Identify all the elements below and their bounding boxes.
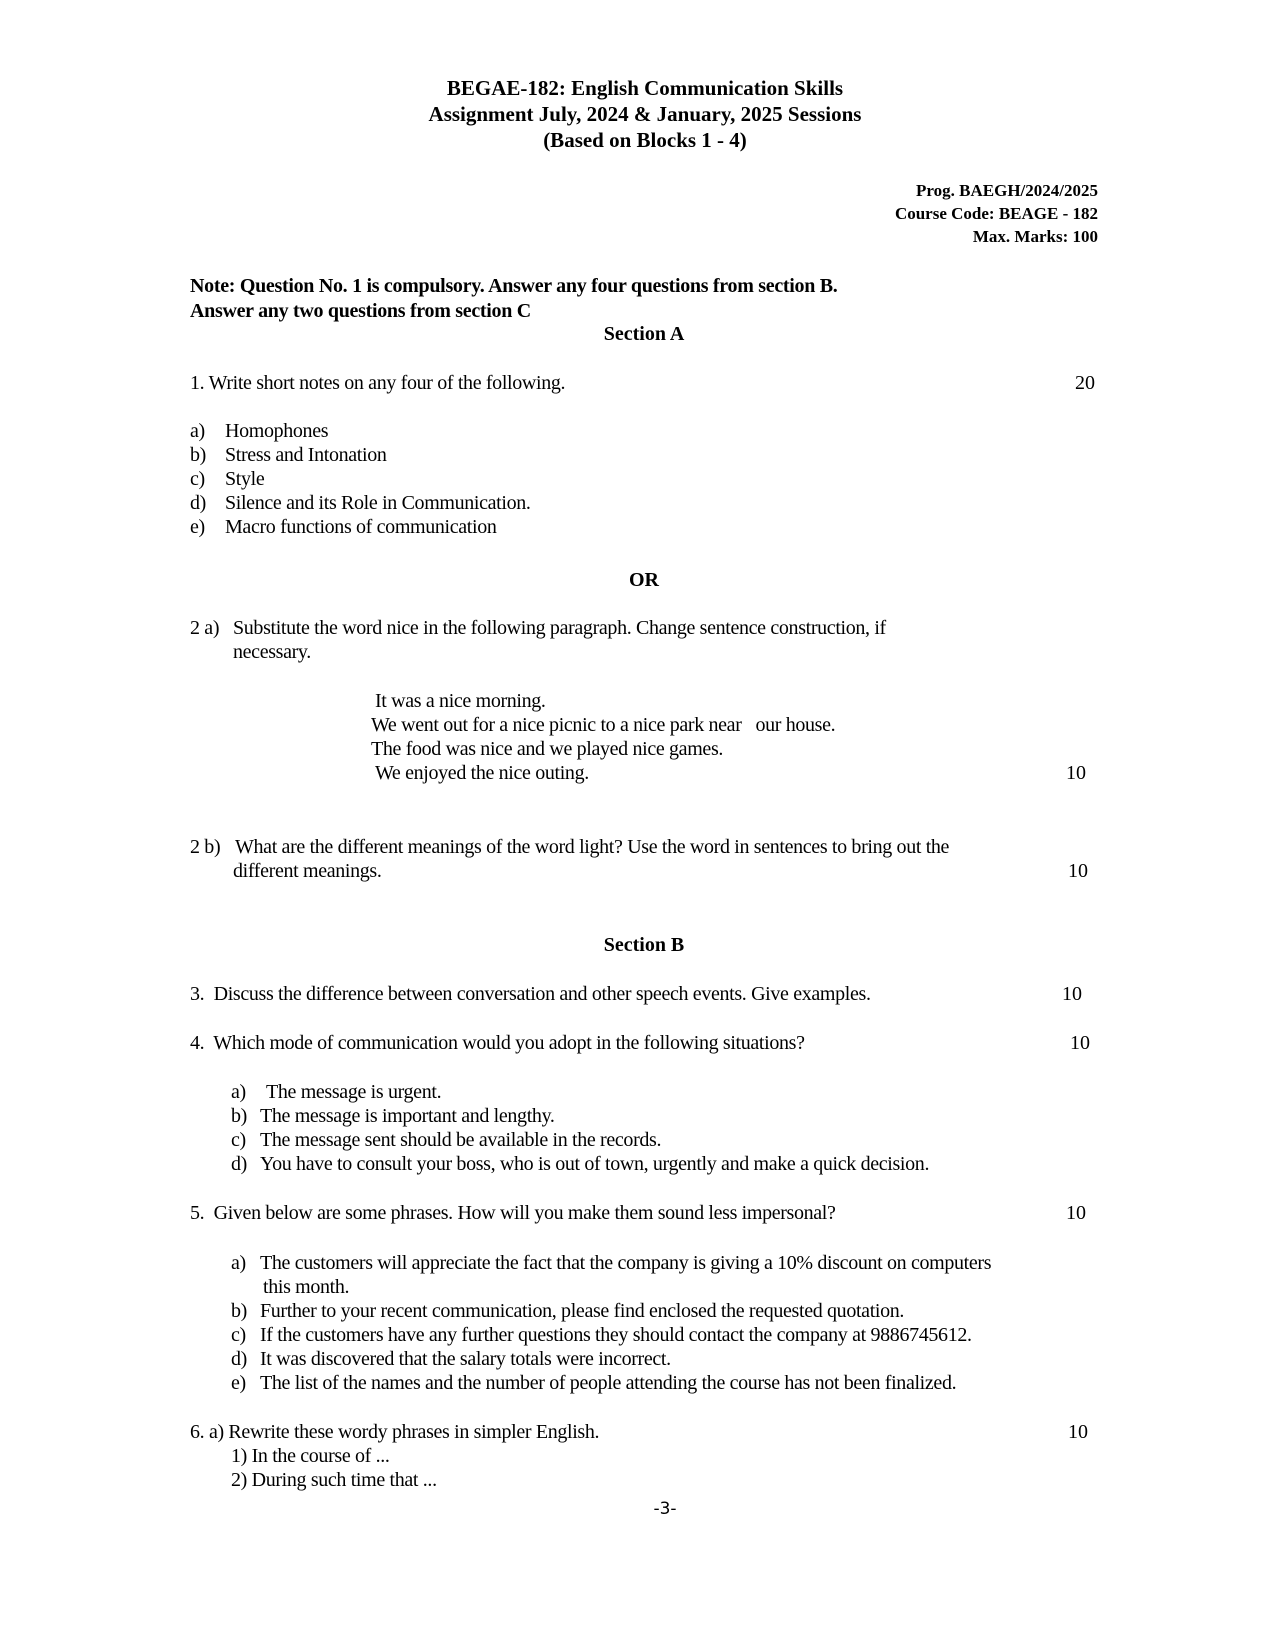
question-2a-text-cont: necessary. (233, 641, 311, 663)
question-3-text: 3. Discuss the difference between conversation and other speech events. Give examples. (190, 983, 871, 1005)
list-item: e) The list of the names and the number of people attending the course has not been finalized. (231, 1372, 957, 1394)
question-5-marks: 10 (1066, 1202, 1086, 1224)
question-3-marks: 10 (1062, 983, 1082, 1005)
question-4-text: 4. Which mode of communication would you adopt in the following situations? (190, 1032, 805, 1054)
list-item: 2) During such time that ... (231, 1469, 437, 1491)
paragraph-line: We enjoyed the nice outing. (375, 762, 589, 784)
question-2a-text: Substitute the word nice in the following paragraph. Change sentence construction, if (233, 617, 886, 639)
question-2b-label: 2 b) (190, 836, 221, 858)
paragraph-line: It was a nice morning. (375, 690, 546, 712)
list-item: e) Macro functions of communication (190, 516, 497, 538)
question-6a-marks: 10 (1068, 1421, 1088, 1443)
list-item: 1) In the course of ... (231, 1445, 390, 1467)
paragraph-line: The food was nice and we played nice games. (371, 738, 724, 760)
course-code: Course Code: BEAGE - 182 (894, 204, 1098, 223)
question-2b-text: What are the different meanings of the word light? Use the word in sentences to bring out the (235, 836, 950, 858)
question-2a-marks: 10 (1066, 762, 1086, 784)
list-item: c) Style (190, 468, 265, 490)
programme-code: Prog. BAEGH/2024/2025 (916, 181, 1098, 200)
document-title: BEGAE-182: English Communication Skills (446, 76, 844, 100)
or-separator: OR (629, 569, 659, 591)
question-4-marks: 10 (1070, 1032, 1090, 1054)
list-item: d) It was discovered that the salary totals were incorrect. (231, 1348, 671, 1370)
section-a-heading: Section A (603, 323, 685, 345)
question-1-marks: 20 (1075, 372, 1095, 394)
note-line-2: Answer any two questions from section C (190, 300, 531, 322)
document-subtitle-sessions: Assignment July, 2024 & January, 2025 Sessions (428, 102, 862, 126)
question-2b-marks: 10 (1068, 860, 1088, 882)
list-item: d) You have to consult your boss, who is out of town, urgently and make a quick decision. (231, 1153, 930, 1175)
note-line-1: Note: Question No. 1 is compulsory. Answer any four questions from section B. (190, 275, 838, 297)
section-b-heading: Section B (603, 934, 685, 956)
question-1-text: 1. Write short notes on any four of the following. (190, 372, 566, 394)
list-item: a) The message is urgent. (231, 1081, 442, 1103)
list-item: c) The message sent should be available in the records. (231, 1129, 662, 1151)
list-item: b) Stress and Intonation (190, 444, 387, 466)
page-number: -3- (653, 1499, 677, 1519)
document-subtitle-blocks: (Based on Blocks 1 - 4) (543, 128, 747, 152)
list-item: a) The customers will appreciate the fact that the company is giving a 10% discount on computers (231, 1252, 992, 1274)
list-item: b) The message is important and lengthy. (231, 1105, 555, 1127)
max-marks: Max. Marks: 100 (972, 227, 1098, 246)
list-item: c) If the customers have any further questions they should contact the company at 9886745612. (231, 1324, 972, 1346)
list-item: a) Homophones (190, 420, 329, 442)
list-item: d) Silence and its Role in Communication. (190, 492, 531, 514)
list-item-continuation: this month. (263, 1276, 350, 1298)
question-2b-text-cont: different meanings. (233, 860, 382, 882)
list-item: b) Further to your recent communication, please find enclosed the requested quotation. (231, 1300, 905, 1322)
question-5-text: 5. Given below are some phrases. How will you make them sound less impersonal? (190, 1202, 836, 1224)
question-2a-label: 2 a) (190, 617, 220, 639)
paragraph-line: We went out for a nice picnic to a nice park near our house. (371, 714, 836, 736)
question-6a-text: 6. a) Rewrite these wordy phrases in simpler English. (190, 1421, 600, 1443)
